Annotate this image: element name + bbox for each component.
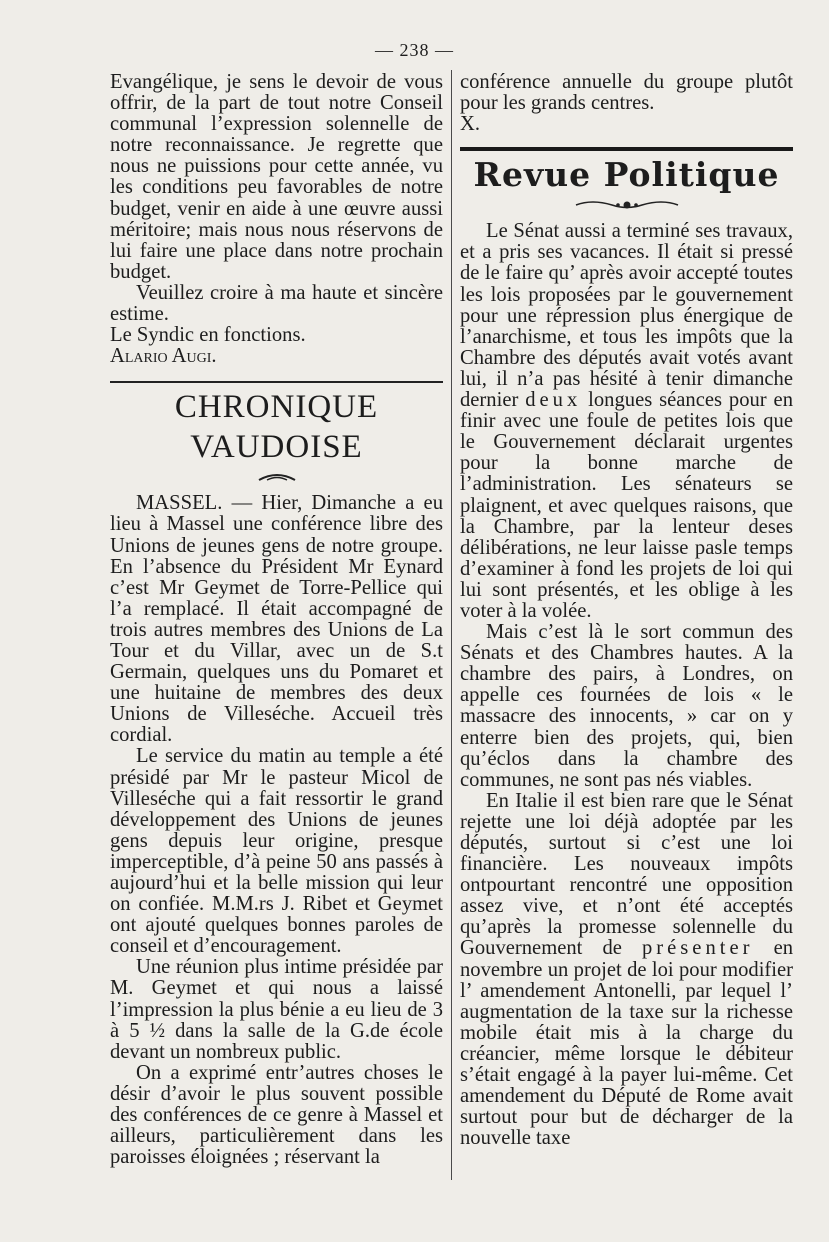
politics-paragraph-3 (460, 791, 793, 1150)
paragraph-1-part-b: longues séances pour en finir avec une foule de petites lois que le Gouvernement déclarait urgentes pour la bonne marche de l’administration. Les sénateurs se plaignent, et avec quelques raisons, que la Chambre, par la lenteur deses délibérations, ne leur laisse pasle temps d’examiner à fond les projets de loi qui lui sont présentés, et les oblige à les voter à la volée. (460, 389, 793, 622)
paragraph-3-part-a: En Italie il est bien rare que le Sénat rejette une loi déjà adoptée par les députés, surtout si c’est une loi financière. Les nouveaux impôts ontpourtant rencontré une opposition assez vive, et n’ont été acceptés qu’après la promesse solennelle du Gouvernement de (460, 789, 793, 960)
left-column (110, 72, 443, 1168)
article-signature: X. (460, 113, 481, 136)
column-divider (451, 70, 452, 1180)
signature-title: Le Syndic en fonctions. (110, 324, 306, 347)
paragraph-3-spaced-word: présenter (642, 937, 754, 960)
article-paragraph-4: On a exprimé entr’autres choses le désir d’avoir le plus souvent possible des conférences de ce genre à Massel et ailleurs, particulièrement dans les paroisses éloignées ; réservant la (110, 1061, 443, 1169)
politics-paragraph-1 (460, 221, 793, 622)
ornament-flourish (460, 197, 793, 215)
section-title-revue: Revue Politique (473, 155, 780, 195)
right-column (460, 72, 793, 1149)
letter-paragraph: Evangélique, je sens le devoir de vous offrir, de la part de tout notre Conseil communal l’expression solennelle de notre reconnaissance. Je regrette que nous ne puissions pour cette année, vu les conditions peu favorables de notre budget, venir en aide à une œuvre aussi méritoire; mais nous nous réservons de lui faire une place dans notre prochain budget. (110, 71, 443, 283)
paragraph-1-spaced-word: deux (525, 389, 582, 412)
politics-paragraph-2: Mais c’est là le sort commun des Sénats et des Chambres hautes. A la chambre des pairs, à Londres, on appelle ces fournées de lois « le massacre des innocents, » car on y enterre bien des projets, qui, bien qu’éclos dans la chambre des communes, ne sont pas nés viables. (460, 621, 793, 791)
article-paragraph-1: MASSEL. — Hier, Dimanche a eu lieu à Massel une conférence libre des Unions de jeunes gens de notre groupe. En l’absence du Président Mr Eynard c’est Mr Geymet de Torre-Pellice qui l’a remplacé. Il était accompagné de trois autres membres des Unions de La Tour et du Villar, avec un de S.t Germain, quelques uns du Pomaret et une huitaine de membres des deux Unions de Villeséche. Accueil très cordial. (110, 492, 443, 747)
section-title-chronique: CHRONIQUE VAUDOISE (174, 389, 379, 466)
section-rule (110, 381, 443, 383)
paragraph-1-part-a: Le Sénat aussi a terminé ses travaux, et a pris ses vacances. Il était si pressé de le faire qu’ après avoir accepté toutes les lois proposées par le gouvernement pour une répression plus énergique de l’anarchisme, et tous les impôts que la Chambre des députés avait votés avant lui, il n’a pas hésité à tenir dimanche dernier (460, 220, 793, 412)
paragraph-3-part-b: en novembre un projet de loi pour modifier l’ amendement Antonelli, par lequel l’ augmentation de la taxe sur la richesse mobile était mis à la charge du créancier, même lorsque le débiteur s’était engagé à la payer lui-même. Cet amendement du Député de Rome avait surtout pour but de décharger de la nouvelle taxe (460, 937, 793, 1150)
article-paragraph-2: Le service du matin au temple a été présidé par Mr le pasteur Micol de Villeséche qui a fait ressortir le grand développement des Unions de jeunes gens depuis leur origine, presque imperceptible, d’à peine 50 ans passés à aujourd’hui et la belle mission qui leur on confiée. M.M.rs J. Ribet et Geymet ont ajouté quelques bonnes paroles de conseil et d’encouragement. (110, 745, 443, 958)
ornament-divider (110, 469, 443, 487)
section-rule-thick (460, 147, 793, 151)
signature-name: Alario Augi. (110, 345, 217, 368)
continued-paragraph: conférence annuelle du groupe plutôt pour les grands centres. (460, 71, 793, 115)
page-number: — 238 — (375, 40, 454, 60)
article-paragraph-3: Une réunion plus intime présidée par M. Geymet et qui nous a laissé l’impression la plus bénie a eu lieu de 3 à 5 ½ dans la salle de la G.de école devant un nombreux public. (110, 956, 443, 1063)
letter-closing: Veuillez croire à ma haute et sincère estime. (110, 281, 443, 326)
